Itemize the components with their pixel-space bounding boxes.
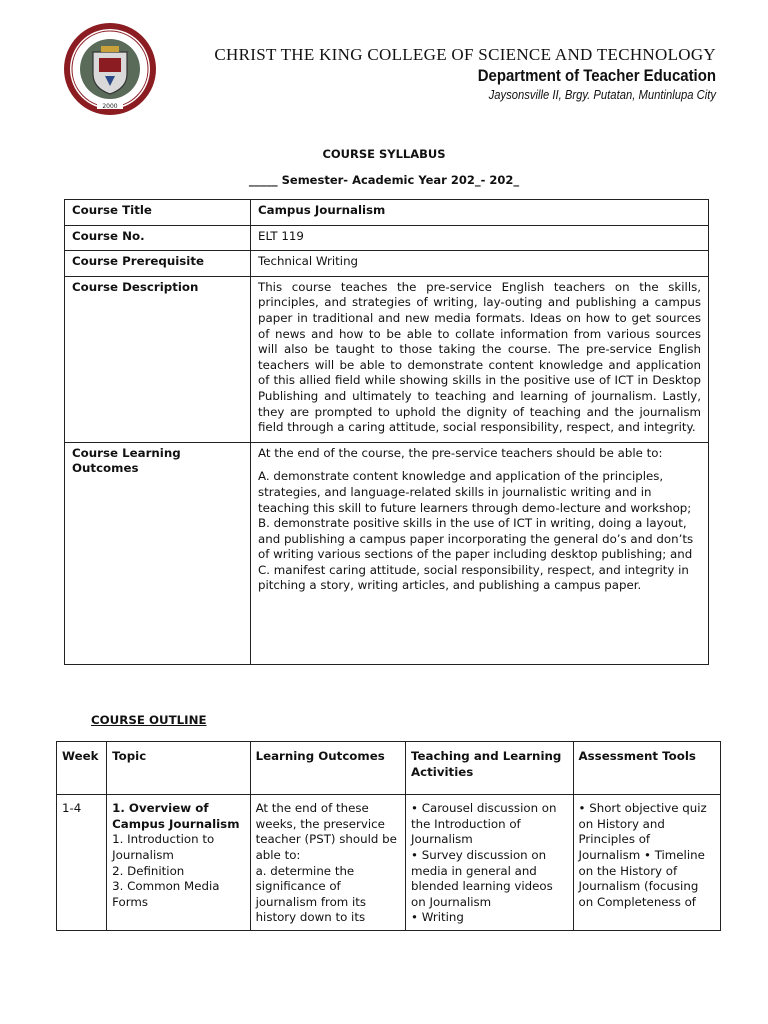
learning-outcomes-row	[65, 442, 709, 664]
outcomes-cell: At the end of these weeks, the preservice teacher (PST) should be able to: a. determine the significance of journalism from its history down to its	[250, 795, 405, 931]
school-name: CHRIST THE KING COLLEGE OF SCIENCE AND TECHNOLOGY	[214, 45, 716, 64]
topic-title: 1. Overview of Campus Journalism	[112, 801, 240, 831]
activities-cell: • Carousel discussion on the Introduction of Journalism • Survey discussion on media in general and blended learning videos on Journalism • Writing	[406, 795, 574, 931]
semester-line: _____ Semester- Academic Year 202_- 202_	[248, 173, 520, 187]
course-no-label: Course No.	[65, 225, 251, 251]
col-week: Week	[57, 742, 107, 795]
school-address: Jaysonsville II, Brgy. Putatan, Muntinlupa City	[488, 88, 716, 102]
course-title-value: Campus Journalism	[251, 200, 709, 226]
topic-items: 1. Introduction to Journalism 2. Definition 3. Common Media Forms	[112, 832, 220, 909]
department-name: Department of Teacher Education	[477, 66, 716, 85]
course-no-value: ELT 119	[251, 225, 709, 251]
course-info-table	[64, 199, 709, 665]
course-prerequisite-row	[65, 251, 709, 277]
topic-cell	[107, 795, 250, 931]
course-prerequisite-value: Technical Writing	[251, 251, 709, 277]
course-no-row	[65, 225, 709, 251]
course-outline-table	[56, 741, 721, 931]
learning-outcome-a: A. demonstrate content knowledge and application of the principles, strategies, and language-related skills in journalistic writing and in teaching this skill to future learners through demo-lecture and workshop;	[258, 469, 692, 515]
col-topic: Topic	[107, 742, 250, 795]
learning-outcome-c: C. manifest caring attitude, social responsibility, respect, and integrity in pitching a story, writing articles, and publishing a campus paper.	[258, 562, 689, 593]
assessment-cell: • Short objective quiz on History and Principles of Journalism • Timeline on the History of Journalism (focusing on Completeness of	[573, 795, 720, 931]
learning-outcomes-intro: At the end of the course, the pre-service teachers should be able to:	[258, 445, 663, 460]
table-row	[57, 795, 721, 931]
col-learning-outcomes: Learning Outcomes	[250, 742, 405, 795]
college-seal-logo	[63, 22, 157, 116]
syllabus-title: COURSE SYLLABUS	[322, 147, 446, 161]
learning-outcome-b: B. demonstrate positive skills in the use of ICT in writing, doing a layout, and publishing a campus paper incorporating the general do’s and don’ts of writing various sections of the paper including desktop publishing; and	[258, 516, 694, 562]
course-description-value: This course teaches the pre-service English teachers on the skills, principles, and strategies of writing, lay-outing and publishing a campus paper in traditional and new media formats. Ideas on how to get sources of news and how to be able to collate information from various sources will also be taught to those taking the course. The pre-service English teachers will be able to demonstrate content knowledge and application of this allied field while showing skills in the positive use of ICT in Desktop Publishing and ultimately to teaching and learning of journalism. Lastly, they are prompted to uphold the dignity of teaching and the journalism field through a caring attitude, social responsibility, respect, and integrity.	[251, 276, 709, 442]
week-cell: 1-4	[57, 795, 107, 931]
outline-header-row	[57, 742, 721, 795]
course-title-label: Course Title	[65, 200, 251, 226]
course-title-row	[65, 200, 709, 226]
learning-outcomes-label: Course Learning Outcomes	[65, 442, 251, 664]
col-assessment-tools: Assessment Tools	[573, 742, 720, 795]
course-description-label: Course Description	[65, 276, 251, 442]
logo-year: 2000	[102, 103, 118, 110]
col-teaching-activities: Teaching and Learning Activities	[406, 742, 574, 795]
course-outline-heading: COURSE OUTLINE	[91, 713, 207, 727]
course-prerequisite-label: Course Prerequisite	[65, 251, 251, 277]
course-description-row	[65, 276, 709, 442]
